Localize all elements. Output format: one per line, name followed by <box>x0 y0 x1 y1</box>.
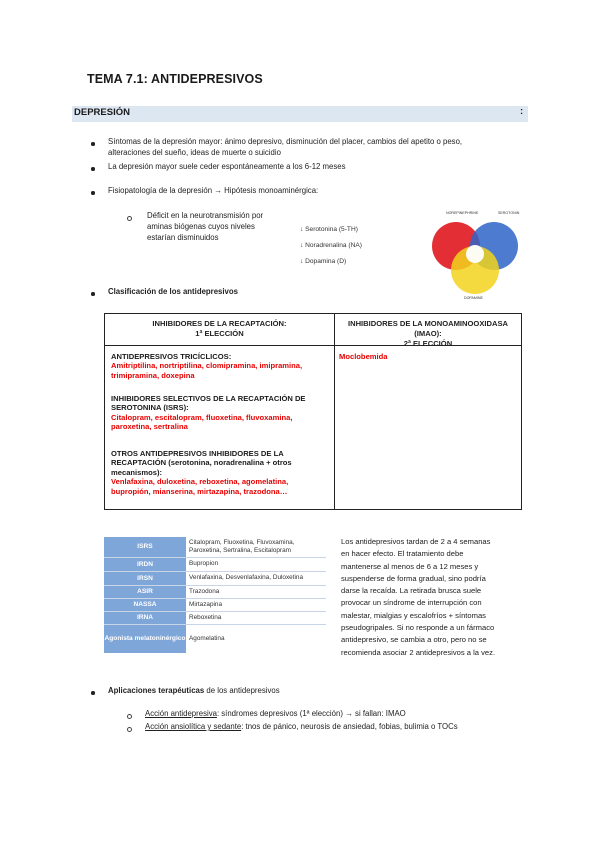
group-heading: OTROS ANTIDEPRESIVOS INHIBIDORES DE LA <box>111 449 284 458</box>
section-colon: : <box>520 106 524 117</box>
abbr-row <box>104 586 326 598</box>
bullet-icon <box>91 292 95 296</box>
table-header-reuptake <box>105 319 334 339</box>
paragraph-line: suspenderse de forma gradual, sino podría <box>341 573 486 583</box>
bullet-text: alteraciones del sueño, ideas de muerte o suicidio <box>108 148 281 157</box>
paragraph-line: mantenerse al menos de 6 a 12 meses y <box>341 561 479 571</box>
abbr-value: Reboxetina <box>189 613 222 621</box>
venn-label-serotonin: SEROTONIN <box>498 211 520 215</box>
paragraph-line: pseudogripales. Si no responde a un fármaco <box>341 623 495 633</box>
table-header-imao <box>335 319 521 348</box>
sub-bullet-line: aminas biógenas cuyos niveles <box>147 221 255 231</box>
application-item <box>145 722 458 732</box>
circle-bullet-icon <box>127 216 132 221</box>
applications-title-bold: Aplicaciones terapéuticas <box>108 686 205 695</box>
venn-label-norepinephrine: NOREPINEPHRINE <box>446 211 479 215</box>
group-drugs: paroxetina, sertralina <box>111 422 188 432</box>
abbr-key: IRSN <box>104 572 186 585</box>
group-tricyclic <box>111 352 302 380</box>
abbr-value-line: Citalopram, Fluoxetina, Fluvoxamina, <box>189 538 295 546</box>
group-drugs: Citalopram, escitalopram, fluoxetina, fluvoxamina, <box>111 412 293 422</box>
classification-title: Clasificación de los antidepresivos <box>108 287 238 296</box>
header-line: 2ª ELECCIÓN <box>403 338 453 348</box>
bullet-icon <box>91 167 95 171</box>
abbr-value: Trazodona <box>189 587 220 595</box>
application-item <box>145 709 406 719</box>
abbr-row <box>104 572 326 585</box>
paragraph-line: malestar, mialgias y escalofríos + síntomas <box>341 610 486 620</box>
abbr-row <box>104 625 326 653</box>
sub-bullet-line: Déficit en la neurotransmisión por <box>147 211 264 220</box>
group-heading: mecanismos): <box>111 467 163 477</box>
abbr-key: NASSA <box>104 599 186 611</box>
imao-drug: Moclobemida <box>339 352 388 361</box>
group-drugs: bupropión, mianserina, mirtazapina, trazodona… <box>111 486 288 496</box>
applications-title-rest: de los antidepresivos <box>204 686 280 695</box>
group-heading: ANTIDEPRESIVOS TRICÍCLICOS: <box>111 352 232 361</box>
sub-bullet-text <box>147 211 263 243</box>
group-drugs: Venlafaxina, duloxetina, reboxetina, agomelatina, <box>111 477 289 487</box>
paragraph-line: recomienda asociar 2 antidepresivos a la vez. <box>341 647 496 657</box>
classification-table <box>104 313 522 510</box>
application-label: Acción ansiolítica y sedante <box>145 722 242 731</box>
bullet-icon <box>91 191 95 195</box>
bullet-icon <box>91 142 95 146</box>
venn-label-dopamine: DOPAMINE <box>464 296 483 300</box>
abbr-value: Venlafaxina, Desvenlafaxina, Duloxetina <box>189 574 304 582</box>
application-text: : síndromes depresivos (1ª elección) → si fallan: IMAO <box>216 709 406 718</box>
paragraph-line: darse la recaída. La retirada brusca suele <box>341 586 482 596</box>
application-label: Acción antidepresiva <box>145 709 217 718</box>
abbr-value: Bupropion <box>189 560 219 568</box>
abbr-row <box>104 612 326 624</box>
group-other <box>111 449 292 496</box>
section-label: DEPRESIÓN <box>74 107 130 118</box>
header-line: INHIBIDORES DE LA RECAPTACIÓN: <box>152 319 287 328</box>
circle-bullet-icon <box>127 727 132 732</box>
group-drugs: Amitriptilina, nortriptilina, clomipramina, imipramina, <box>111 361 303 371</box>
amine-serotonin: ↓ Serotonina (5-TH) <box>300 226 358 233</box>
bullet-text: Fisiopatología de la depresión → Hipótesis monoaminérgica: <box>108 186 319 195</box>
circle-bullet-icon <box>127 714 132 719</box>
section-header-bar <box>72 106 528 122</box>
abbr-value <box>187 537 326 557</box>
header-line: 1ª ELECCIÓN <box>195 328 244 338</box>
abbr-key: IRDN <box>104 558 186 571</box>
monoamine-venn-diagram <box>420 206 530 301</box>
abbr-key: ASIR <box>104 586 186 598</box>
venn-center <box>466 245 484 263</box>
amine-list <box>300 222 362 270</box>
abbr-row <box>104 599 326 611</box>
abbreviation-table <box>104 537 326 653</box>
bullet-text: La depresión mayor suele ceder espontáneamente a los 6-12 meses <box>108 162 346 171</box>
header-line: INHIBIDORES DE LA MONOAMINOOXIDASA (IMAO): <box>347 319 509 338</box>
group-isrs <box>111 394 306 432</box>
amine-noradrenaline: ↓ Noradrenalina (NA) <box>300 242 362 249</box>
page-title: TEMA 7.1: ANTIDEPRESIVOS <box>87 72 263 86</box>
treatment-paragraph <box>341 536 531 659</box>
abbr-key: Agonista melatoninérgico <box>104 625 186 653</box>
bullet-icon <box>91 691 95 695</box>
abbr-row <box>104 558 326 571</box>
abbr-row <box>104 537 326 557</box>
group-drugs: trimipramina, doxepina <box>111 370 195 380</box>
paragraph-line: antidepresivo, se cambia a otro, pero no se <box>341 635 487 645</box>
abbr-key: ISRS <box>104 537 186 557</box>
sub-bullet-line: estarían disminuidos <box>147 232 219 242</box>
application-text: : tnos de pánico, neurosis de ansiedad, fobias, bulimia o TOCs <box>241 722 458 731</box>
paragraph-line: en hacer efecto. El tratamiento debe <box>341 549 464 559</box>
amine-dopamine: ↓ Dopamina (D) <box>300 258 347 265</box>
group-heading: SEROTONINA (ISRS): <box>111 403 189 413</box>
abbr-value-line: Paroxetina, Sertralina, Escitalopram <box>189 547 291 554</box>
group-heading: RECAPTACIÓN (serotonina, noradrenalina + otros <box>111 458 292 468</box>
abbr-key: IRNA <box>104 612 186 624</box>
group-heading: INHIBIDORES SELECTIVOS DE LA RECAPTACIÓN DE <box>111 394 306 403</box>
paragraph-line: provocar un síndrome de interrupción con <box>341 598 482 608</box>
bullet-text: Síntomas de la depresión mayor: ánimo depresivo, disminución del placer, cambios del apetito o peso, <box>108 137 463 146</box>
abbr-value: Mirtazapina <box>189 600 223 608</box>
applications-title <box>108 686 280 696</box>
abbr-value: Agomelatina <box>189 634 225 642</box>
paragraph-line: Los antidepresivos tardan de 2 a 4 semanas <box>341 537 491 546</box>
